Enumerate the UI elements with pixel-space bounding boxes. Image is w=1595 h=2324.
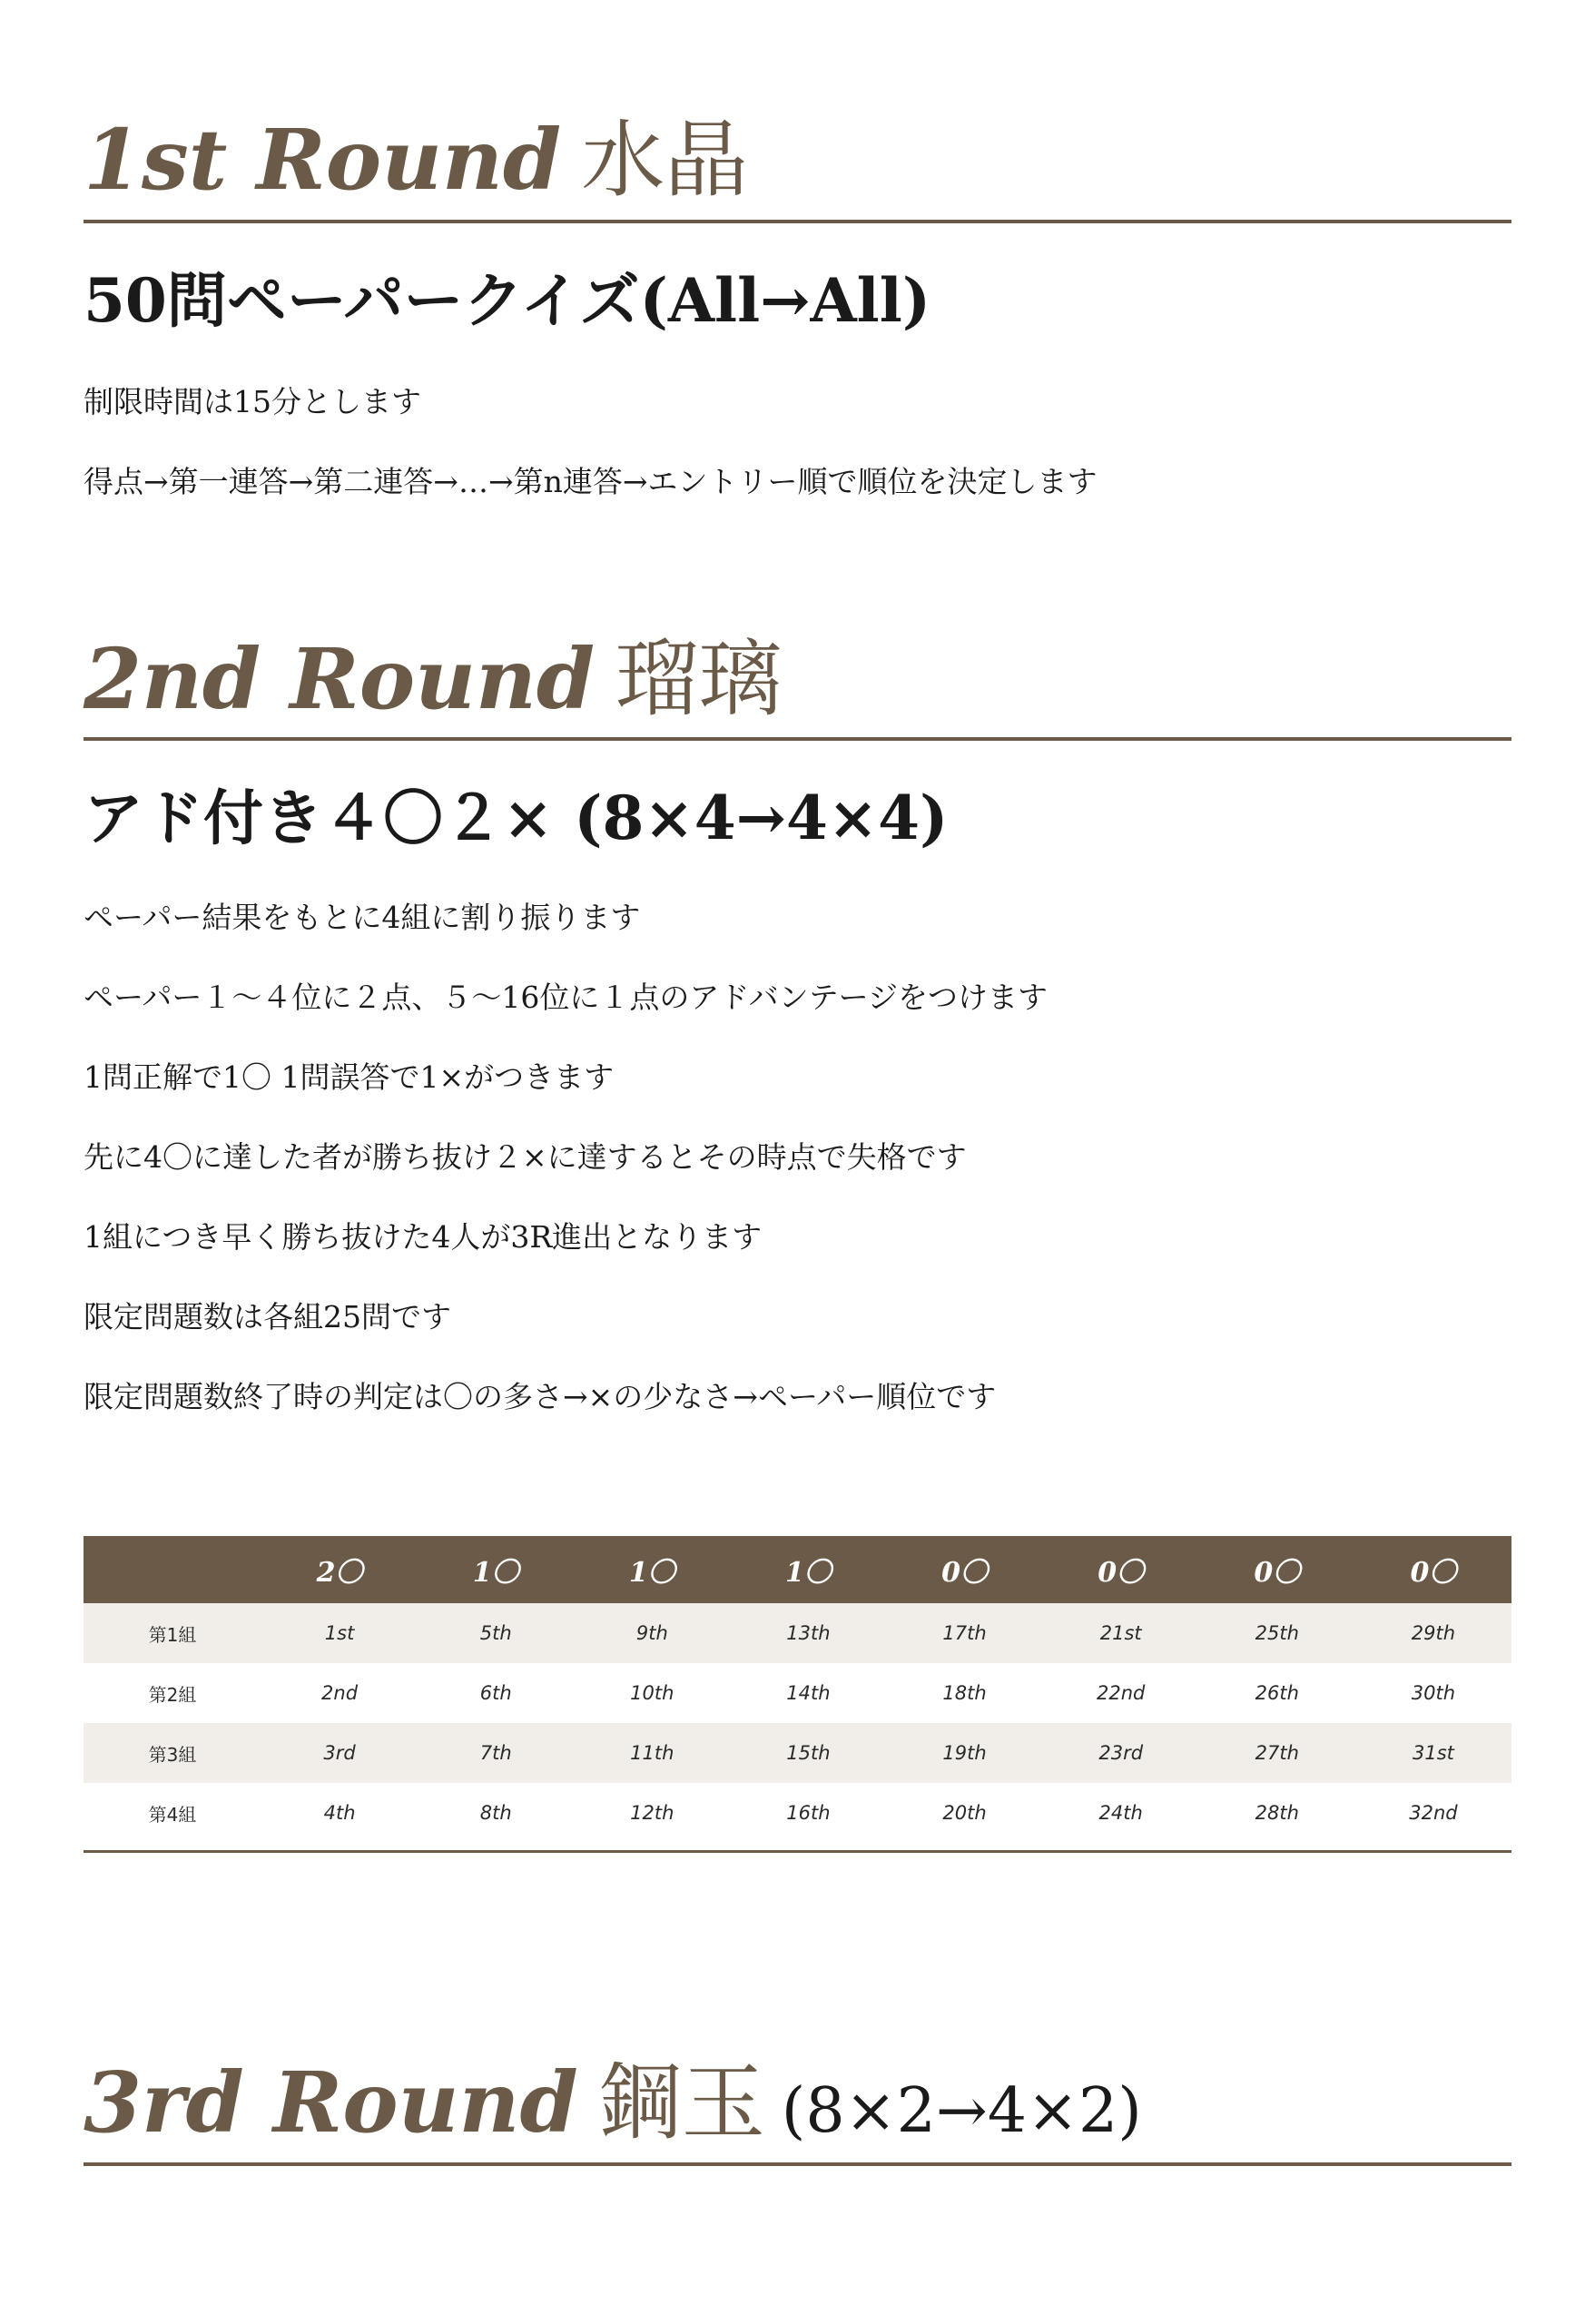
table-cell: 28th xyxy=(1199,1783,1355,1843)
table-header-cell: 1〇 xyxy=(730,1536,886,1603)
table-row xyxy=(84,1783,1511,1843)
round2-title: 2nd Round xyxy=(84,630,596,728)
table-header-cell: 0〇 xyxy=(887,1536,1043,1603)
table-cell: 14th xyxy=(730,1663,886,1723)
table-header-cell: 0〇 xyxy=(1355,1536,1511,1603)
round2-rule-line: ペーパー１～４位に２点、５～16位に１点のアドバンテージをつけます xyxy=(84,980,1049,1015)
table-cell: 24th xyxy=(1043,1783,1199,1843)
table-cell: 27th xyxy=(1199,1723,1355,1783)
round2-rule-line: ペーパー結果をもとに4組に割り振ります xyxy=(84,900,641,935)
round1-rule-line: 得点→第一連答→第二連答→…→第n連答→エントリー順で順位を決定します xyxy=(84,464,1098,499)
table-header-cell: 2〇 xyxy=(261,1536,418,1603)
table-cell: 15th xyxy=(730,1723,886,1783)
table-cell: 20th xyxy=(887,1783,1043,1843)
table-header-cell: 0〇 xyxy=(1199,1536,1355,1603)
table-bottom-rule xyxy=(84,1850,1511,1853)
table-cell: 2nd xyxy=(261,1663,418,1723)
group-assignment-table xyxy=(84,1536,1511,1843)
table-cell: 13th xyxy=(730,1603,886,1663)
table-cell: 10th xyxy=(574,1663,730,1723)
group-label: 第3組 xyxy=(84,1723,261,1783)
table-header-cell: 0〇 xyxy=(1043,1536,1199,1603)
table-cell: 18th xyxy=(887,1663,1043,1723)
table-cell: 4th xyxy=(261,1783,418,1843)
group-label: 第1組 xyxy=(84,1603,261,1663)
table-cell: 32nd xyxy=(1355,1783,1511,1843)
round3-title-jp: 鋼玉 xyxy=(597,2054,765,2152)
table-cell: 1st xyxy=(261,1603,418,1663)
table-cell: 9th xyxy=(574,1603,730,1663)
round1-subtitle: 50問ペーパークイズ(All→All) xyxy=(84,265,931,336)
round1-heading xyxy=(84,111,749,209)
round2-heading xyxy=(84,630,783,728)
table-cell: 3rd xyxy=(261,1723,418,1783)
table-cell: 21st xyxy=(1043,1603,1199,1663)
table-cell: 31st xyxy=(1355,1723,1511,1783)
table-cell: 22nd xyxy=(1043,1663,1199,1723)
table-cell: 19th xyxy=(887,1723,1043,1783)
round2-rule-line: 先に4〇に達した者が勝ち抜け２×に達するとその時点で失格です xyxy=(84,1139,967,1175)
round2-subtitle: アド付き４〇２× (8×4→4×4) xyxy=(84,783,949,853)
table-cell: 26th xyxy=(1199,1663,1355,1723)
round1-title: 1st Round xyxy=(84,111,562,209)
table-cell: 5th xyxy=(418,1603,574,1663)
round3-heading xyxy=(84,2053,1142,2152)
round2-rule xyxy=(84,737,1511,741)
table-header-row xyxy=(84,1536,1511,1603)
round3-title: 3rd Round xyxy=(84,2053,578,2152)
round1-title-jp: 水晶 xyxy=(581,112,749,209)
table-header-cell: 1〇 xyxy=(574,1536,730,1603)
round2-title-jp: 瑠璃 xyxy=(615,631,783,728)
round2-rule-line: 限定問題数は各組25問です xyxy=(84,1299,451,1334)
table-cell: 17th xyxy=(887,1603,1043,1663)
table-cell: 23rd xyxy=(1043,1723,1199,1783)
round3-format: (8×2→4×2) xyxy=(781,2075,1142,2147)
round3-rule xyxy=(84,2162,1511,2166)
table-cell: 30th xyxy=(1355,1663,1511,1723)
table-cell: 25th xyxy=(1199,1603,1355,1663)
table-cell: 11th xyxy=(574,1723,730,1783)
round2-rule-line: 限定問題数終了時の判定は〇の多さ→×の少なさ→ペーパー順位です xyxy=(84,1379,997,1414)
round1-rule-line: 制限時間は15分とします xyxy=(84,384,421,419)
group-label: 第2組 xyxy=(84,1663,261,1723)
round1-rule xyxy=(84,220,1511,223)
table-header-cell xyxy=(84,1536,261,1603)
table-cell: 29th xyxy=(1355,1603,1511,1663)
group-label: 第4組 xyxy=(84,1783,261,1843)
table-cell: 16th xyxy=(730,1783,886,1843)
table-cell: 7th xyxy=(418,1723,574,1783)
table-row xyxy=(84,1663,1511,1723)
table-cell: 8th xyxy=(418,1783,574,1843)
round2-rule-line: 1組につき早く勝ち抜けた4人が3R進出となります xyxy=(84,1219,763,1255)
table-header-cell: 1〇 xyxy=(418,1536,574,1603)
round2-rule-line: 1問正解で1〇 1問誤答で1×がつきます xyxy=(84,1059,615,1095)
table-row xyxy=(84,1723,1511,1783)
table-cell: 12th xyxy=(574,1783,730,1843)
table-row xyxy=(84,1603,1511,1663)
table-cell: 6th xyxy=(418,1663,574,1723)
